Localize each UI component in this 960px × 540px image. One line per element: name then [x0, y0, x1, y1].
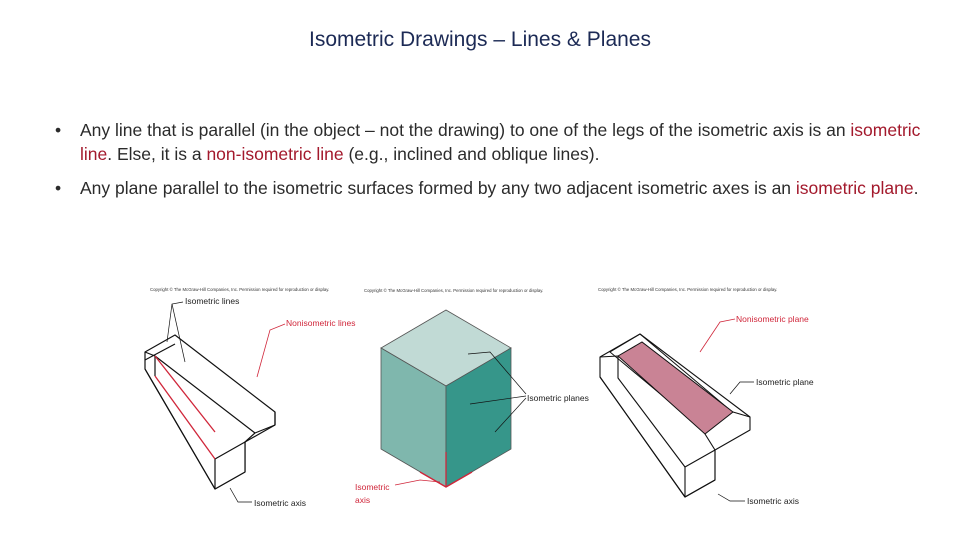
figure-isometric-planes	[350, 282, 600, 518]
bullet-isometric-line	[55, 118, 925, 166]
nonisometric-line-highlight	[155, 356, 215, 432]
wedge-block-outline	[145, 335, 275, 489]
bullet-text: Any line that is parallel (in the object – not the drawing) to one of the legs of the isometric axis is an	[80, 120, 851, 140]
label-nonisometric-plane: Nonisometric plane	[736, 314, 809, 324]
bullet-text: (e.g., inclined and oblique lines).	[343, 144, 600, 164]
leader-lines	[718, 382, 754, 501]
figure-isometric-lines	[140, 282, 370, 518]
nonisometric-plane-fill	[618, 342, 733, 434]
nonisometric-line-highlight	[155, 376, 215, 459]
bullet-text: Any plane parallel to the isometric surfaces formed by any two adjacent isometric axes is an	[80, 178, 796, 198]
label-isometric-planes: Isometric planes	[527, 393, 589, 403]
slide-title: Isometric Drawings – Lines & Planes	[309, 28, 651, 51]
label-isometric-axis-line1: Isometric	[355, 482, 390, 492]
term-isometric-line: isometric line	[80, 120, 921, 164]
copyright-text: Copyright © The McGraw-Hill Companies, Inc. Permission required for reproduction or display.	[364, 288, 544, 293]
bullet-marker: •	[55, 120, 62, 140]
label-isometric-plane: Isometric plane	[756, 377, 814, 387]
leader-line-red	[700, 319, 735, 352]
copyright-text: Copyright © The McGraw-Hill Companies, Inc. Permission required for reproduction or display.	[150, 287, 330, 292]
label-isometric-axis: Isometric axis	[254, 498, 306, 508]
leader-line-red	[395, 480, 440, 485]
label-nonisometric-lines: Nonisometric lines	[286, 318, 356, 328]
label-isometric-lines: Isometric lines	[185, 296, 240, 306]
term-isometric-plane: isometric plane	[795, 178, 914, 198]
figure-nonisometric-plane	[590, 282, 825, 518]
bullet-marker: •	[55, 178, 62, 198]
bullet-text: .	[913, 178, 919, 198]
bullet-text: . Else, it is a	[107, 144, 207, 164]
copyright-text: Copyright © The McGraw-Hill Companies, Inc. Permission required for reproduction or display.	[598, 287, 778, 292]
label-isometric-axis: Isometric axis	[747, 496, 799, 506]
bullet-isometric-plane	[55, 176, 925, 200]
term-non-isometric-line: non-isometric line	[206, 144, 344, 164]
label-isometric-axis-line2: axis	[355, 495, 371, 505]
leader-line-red	[257, 324, 285, 377]
bullet-list	[55, 118, 925, 210]
